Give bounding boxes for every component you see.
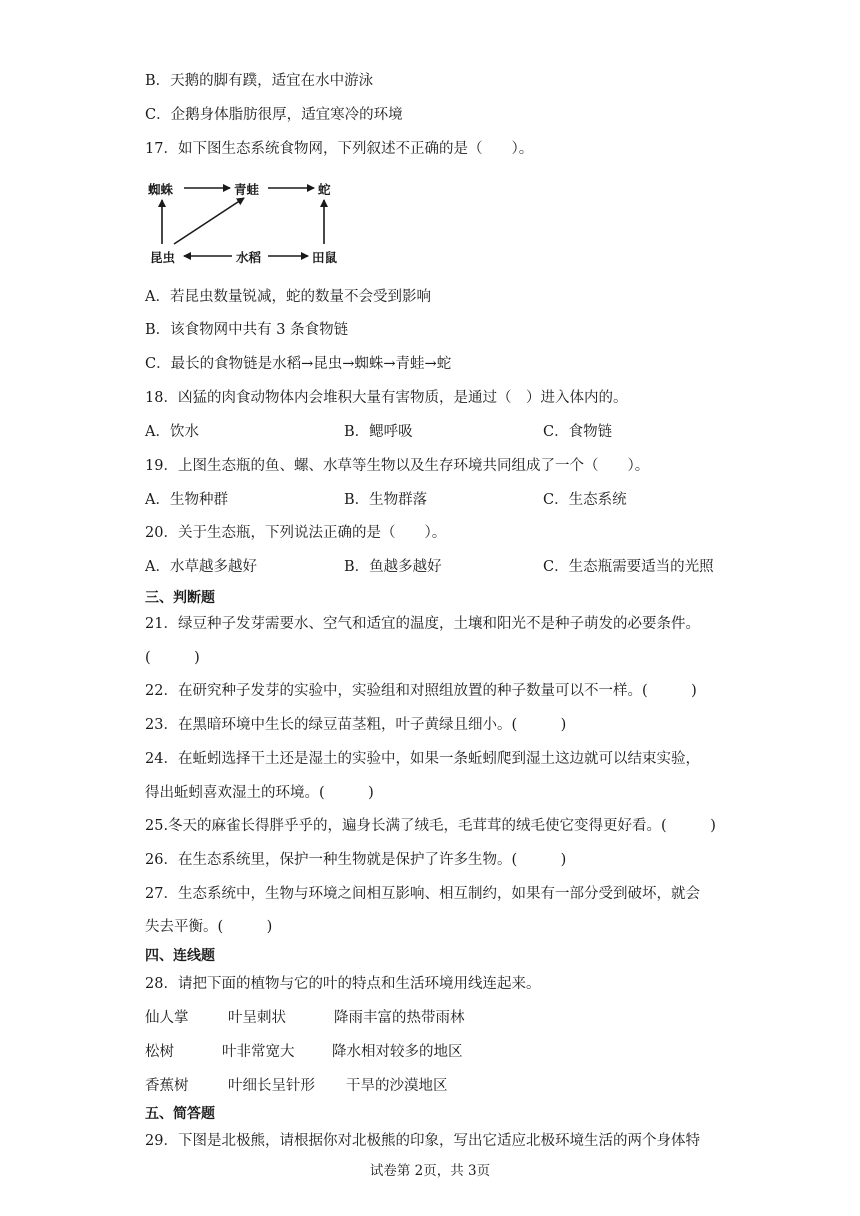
q28-leaf-1: 叶呈刺状 <box>228 1010 286 1026</box>
q18-option-b: B．鳃呼吸 <box>344 424 413 440</box>
section-judgement-title: 三、判断题 <box>145 590 215 606</box>
q17-option-a: A．若昆虫数量锐减，蛇的数量不会受到影响 <box>145 289 431 305</box>
q20-stem: 20．关于生态瓶，下列说法正确的是（ ）。 <box>145 525 447 541</box>
q29-stem: 29．下图是北极熊，请根据你对北极熊的印象，写出它适应北极环境生活的两个身体特 <box>145 1133 700 1149</box>
q20-option-c: C．生态瓶需要适当的光照 <box>543 559 714 575</box>
q22: 22．在研究种子发芽的实验中，实验组和对照组放置的种子数量可以不一样。( ) <box>145 683 697 699</box>
node-insect: 昆虫 <box>150 250 176 265</box>
q28-plant-1: 仙人掌 <box>145 1010 189 1026</box>
q25: 25.冬天的麻雀长得胖乎乎的，遍身长满了绒毛，毛茸茸的绒毛使它变得更好看。( ) <box>145 818 716 834</box>
q28-leaf-2: 叶非常宽大 <box>222 1044 295 1060</box>
q17-option-b: B．该食物网中共有 3 条食物链 <box>145 322 349 338</box>
q20-option-b: B．鱼越多越好 <box>344 559 442 575</box>
q19-option-a: A．生物种群 <box>145 492 228 508</box>
q17-stem: 17．如下图生态系统食物网，下列叙述不正确的是（ ）。 <box>145 141 534 157</box>
q26: 26．在生态系统里，保护一种生物就是保护了许多生物。( ) <box>145 852 567 868</box>
q28-env-1: 降雨丰富的热带雨林 <box>334 1010 465 1026</box>
q28-leaf-3: 叶细长呈针形 <box>228 1078 315 1094</box>
q16-option-b: B．天鹅的脚有蹼，适宜在水中游泳 <box>145 73 374 89</box>
q19-option-b: B．生物群落 <box>344 492 428 508</box>
node-snake: 蛇 <box>318 182 331 197</box>
node-frog: 青蛙 <box>234 182 260 197</box>
section-matching-title: 四、连线题 <box>145 948 215 964</box>
q20-option-a: A．水草越多越好 <box>145 559 257 575</box>
q28-plant-2: 松树 <box>145 1044 174 1060</box>
q27-line1: 27．生态系统中，生物与环境之间相互影响、相互制约，如果有一部分受到破坏，就会 <box>145 886 700 902</box>
page-footer: 试卷第 2页，共 3页 <box>369 1163 491 1179</box>
q24-line2: 得出蚯蚓喜欢湿土的环境。( ) <box>145 785 374 801</box>
q28-env-2: 降水相对较多的地区 <box>332 1044 463 1060</box>
q18-stem: 18．凶猛的肉食动物体内会堆积大量有害物质，是通过（ ）进入体内的。 <box>145 390 628 406</box>
q19-stem: 19．上图生态瓶的鱼、螺、水草等生物以及生存环境共同组成了一个（ ）。 <box>145 458 650 474</box>
q27-line2: 失去平衡。( ) <box>145 919 273 935</box>
q21-line2: ( ) <box>145 650 200 666</box>
q28-stem: 28．请把下面的植物与它的叶的特点和生活环境用线连起来。 <box>145 976 541 992</box>
node-rice: 水稻 <box>236 250 262 265</box>
q19-option-c: C．生态系统 <box>543 492 627 508</box>
q24-line1: 24．在蚯蚓选择干土还是湿土的实验中，如果一条蚯蚓爬到湿土这边就可以结束实验， <box>145 751 700 767</box>
q23: 23．在黑暗环境中生长的绿豆苗茎粗，叶子黄绿且细小。( ) <box>145 717 567 733</box>
q28-plant-3: 香蕉树 <box>145 1078 189 1094</box>
q16-option-c: C．企鹅身体脂肪很厚，适宜寒冷的环境 <box>145 107 403 123</box>
food-web-diagram <box>148 174 348 268</box>
q18-option-c: C．食物链 <box>543 424 613 440</box>
q18-option-a: A．饮水 <box>145 424 199 440</box>
q28-env-3: 干旱的沙漠地区 <box>346 1078 448 1094</box>
node-mouse: 田鼠 <box>312 250 338 265</box>
node-spider: 蜘蛛 <box>148 182 174 197</box>
q21-line1: 21．绿豆种子发芽需要水、空气和适宜的温度，土壤和阳光不是种子萌发的必要条件。 <box>145 616 700 632</box>
q17-option-c: C．最长的食物链是水稻→昆虫→蜘蛛→青蛙→蛇 <box>145 356 452 372</box>
section-short-answer-title: 五、简答题 <box>145 1106 215 1122</box>
